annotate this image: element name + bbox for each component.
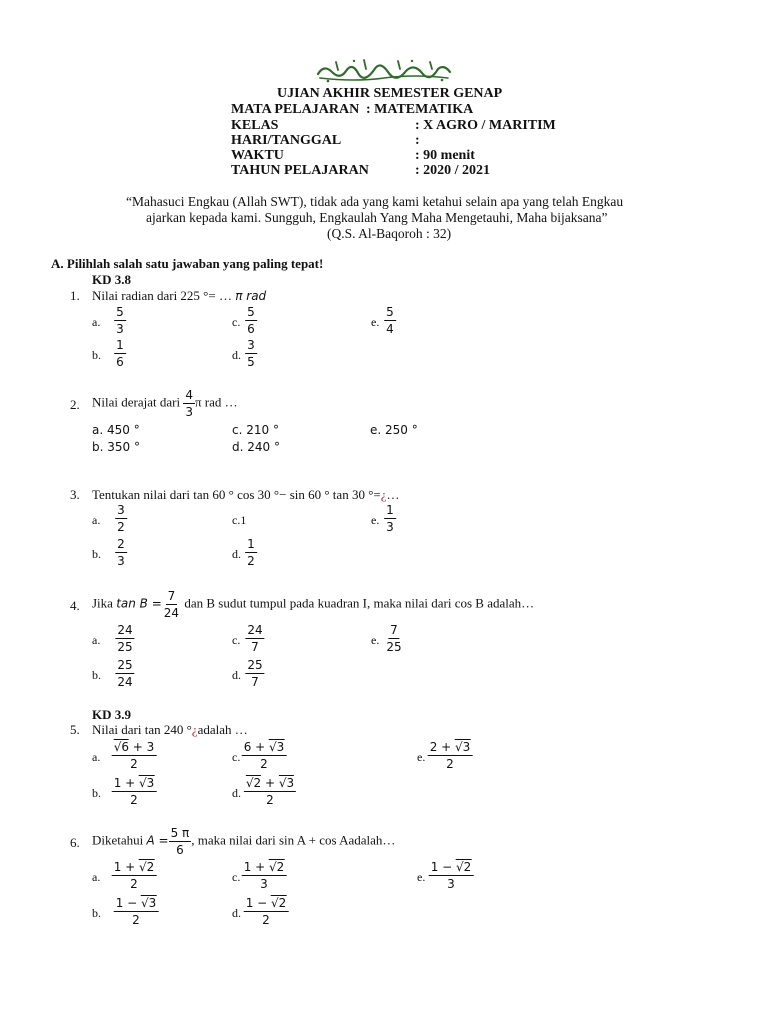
q4-option-d[interactable]: $\frac{25}{7}$: [247, 658, 263, 689]
quote-line-1: “Mahasuci Engkau (Allah SWT), tidak ada yang kami ketahui selain apa yang telah Engkau: [126, 194, 624, 209]
q6-text: Diketahui A = $\frac{5 \pi}{6}$ , maka nilai dari sin A + cos Aadalah…: [92, 826, 396, 857]
q2-option-b[interactable]: b. 350 °: [92, 440, 140, 454]
q2-text: Nilai derajat dari $\frac{4}{3}$ π rad …: [92, 388, 238, 419]
q2-option-c[interactable]: c. 210 °: [232, 423, 279, 437]
q4-option-e-label: e.: [371, 633, 380, 647]
q6-option-e-label: e.: [417, 870, 426, 884]
header-label-class: KELAS: [231, 118, 279, 133]
q4-option-c[interactable]: $\frac{24}{7}$: [247, 623, 263, 654]
q1-number: 1.: [70, 288, 80, 303]
q5-option-b-label: b.: [92, 786, 101, 800]
q1-option-c[interactable]: $\frac{5}{6}$: [247, 305, 255, 336]
q4-option-a-label: a.: [92, 633, 101, 647]
q5-option-e[interactable]: $\frac{2 + √3}{2}$: [429, 740, 471, 771]
q2-option-a[interactable]: a. 450 °: [92, 423, 140, 437]
q5-number: 5.: [70, 722, 80, 737]
q3-option-e-label: e.: [371, 513, 380, 527]
q5-option-d-label: d.: [232, 786, 241, 800]
q2-number: 2.: [70, 397, 80, 412]
q1-option-e[interactable]: $\frac{5}{4}$: [386, 305, 394, 336]
header-label-date: HARI/TANGGAL: [231, 133, 342, 148]
q5-option-e-label: e.: [417, 750, 426, 764]
section-title: A. Pilihlah salah satu jawaban yang paling tepat!: [51, 256, 324, 271]
header-value-time: : 90 menit: [415, 148, 475, 163]
q5-option-a-label: a.: [92, 750, 101, 764]
basmala-calligraphy-logo: [314, 56, 454, 84]
q6-option-b-label: b.: [92, 906, 101, 920]
q4-option-e[interactable]: $\frac{7}{25}$: [386, 623, 402, 654]
header-label-time: WAKTU: [231, 148, 284, 163]
q3-text: Tentukan nilai dari tan 60 ° cos 30 °− sin 60 ° tan 30 °=¿…: [92, 487, 400, 502]
q5-option-c-label: c.: [232, 750, 241, 764]
q4-text: Jika tan B = $\frac{7}{24}$ dan B sudut tumpul pada kuadran I, maka nilai dari cos B adalah…: [92, 589, 535, 620]
header-value-class: : X AGRO / MARITIM: [415, 118, 556, 133]
q1-option-a-label: a.: [92, 315, 101, 329]
q6-option-d-label: d.: [232, 906, 241, 920]
q1-option-b-label: b.: [92, 348, 101, 362]
header-value-year: : 2020 / 2021: [415, 163, 491, 178]
q3-option-a[interactable]: $\frac{3}{2}$: [117, 503, 125, 534]
q5-option-d[interactable]: $\frac{√2 + √3}{2}$: [245, 776, 295, 807]
q6-number: 6.: [70, 835, 80, 850]
q6-option-d[interactable]: $\frac{1 - √2}{2}$: [245, 896, 287, 927]
q3-option-b[interactable]: $\frac{2}{3}$: [117, 537, 125, 568]
header-value-subject: : MATEMATIKA: [366, 102, 474, 117]
q5-option-b[interactable]: $\frac{1 + √3}{2}$: [113, 776, 155, 807]
q1-option-d-label: d.: [232, 348, 241, 362]
q6-option-b[interactable]: $\frac{1 - √3}{2}$: [115, 896, 157, 927]
q4-option-b[interactable]: $\frac{25}{24}$: [117, 658, 133, 689]
q4-option-d-label: d.: [232, 668, 241, 682]
quote-reference: (Q.S. Al-Baqoroh : 32): [327, 226, 452, 241]
header-label-year: TAHUN PELAJARAN: [231, 163, 369, 178]
q6-option-c-label: c.: [232, 870, 241, 884]
q6-option-a[interactable]: $\frac{1 + √2}{2}$: [113, 860, 155, 891]
header-value-date: :: [415, 133, 420, 148]
kd-3-9-heading: KD 3.9: [92, 707, 131, 722]
q5-text: Nilai dari tan 240 °¿adalah …: [92, 722, 248, 737]
q3-option-d-label: d.: [232, 547, 241, 561]
q2-option-e[interactable]: e. 250 °: [370, 423, 418, 437]
q6-option-e[interactable]: $\frac{1 - √2}{3}$: [430, 860, 472, 891]
q3-option-a-label: a.: [92, 513, 101, 527]
q4-number: 4.: [70, 598, 80, 613]
exam-title: UJIAN AKHIR SEMESTER GENAP: [277, 86, 503, 101]
q3-number: 3.: [70, 487, 80, 502]
q4-option-b-label: b.: [92, 668, 101, 682]
q1-option-b[interactable]: $\frac{1}{6}$: [116, 338, 124, 369]
q1-option-a[interactable]: $\frac{5}{3}$: [116, 305, 124, 336]
q1-option-c-label: c.: [232, 315, 241, 329]
q3-option-b-label: b.: [92, 547, 101, 561]
q2-option-d[interactable]: d. 240 °: [232, 440, 280, 454]
q4-option-c-label: c.: [232, 633, 241, 647]
header-label-subject: MATA PELAJARAN: [231, 102, 360, 117]
q6-option-a-label: a.: [92, 870, 101, 884]
q4-option-a[interactable]: $\frac{24}{25}$: [117, 623, 133, 654]
q6-option-c[interactable]: $\frac{1 + √2}{3}$: [243, 860, 285, 891]
quote-line-2: ajarkan kepada kami. Sungguh, Engkaulah Yang Maha Mengetauhi, Maha bijaksana”: [146, 210, 608, 225]
q5-option-c[interactable]: $\frac{6 + √3}{2}$: [243, 740, 285, 771]
kd-3-8-heading: KD 3.8: [92, 272, 131, 287]
q3-option-e[interactable]: $\frac{1}{3}$: [386, 503, 394, 534]
q1-text: Nilai radian dari 225 °= … π rad: [92, 288, 267, 303]
q1-option-d[interactable]: $\frac{3}{5}$: [247, 338, 255, 369]
q3-option-c[interactable]: c.1: [232, 513, 247, 527]
q3-option-d[interactable]: $\frac{1}{2}$: [247, 537, 255, 568]
q1-option-e-label: e.: [371, 315, 380, 329]
q5-option-a[interactable]: $\frac{√6 + 3}{2}$: [113, 740, 155, 771]
